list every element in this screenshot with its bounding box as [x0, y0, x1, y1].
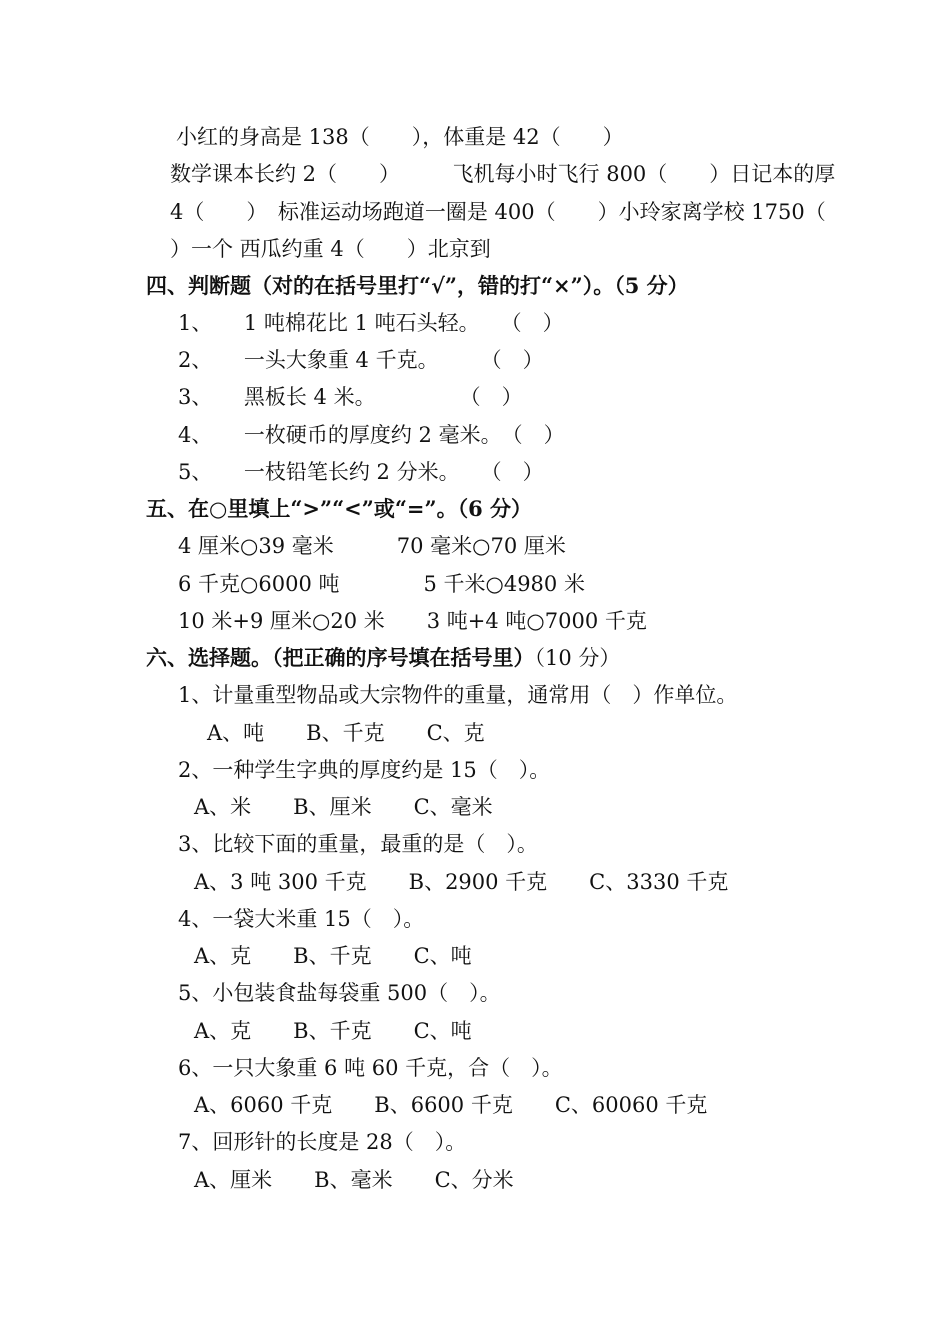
- unit-fill-line-3: 4（ ） 标准运动场跑道一圈是 400（ ）小玲家离学校 1750（: [170, 200, 826, 224]
- choice-question-6: 6、一只大象重 6 吨 60 千克，合（ ）。: [178, 1056, 563, 1080]
- choice-options-7: A、厘米 B、毫米 C、分米: [194, 1168, 514, 1192]
- unit-fill-line-4: ）一个 西瓜约重 4（ ）北京到: [170, 237, 491, 261]
- judge-item-4: 4、 一枚硬币的厚度约 2 毫米。 （ ）: [178, 423, 565, 447]
- choice-question-5: 5、小包装食盐每袋重 500（ ）。: [178, 981, 501, 1005]
- choice-options-5: A、克 B、千克 C、吨: [194, 1019, 472, 1043]
- judge-item-5: 5、 一枝铅笔长约 2 分米。 （ ）: [178, 460, 544, 484]
- section-5-title: 五、在○里填上“>”“<”或“=”。（6 分）: [146, 496, 533, 521]
- choice-options-1: A、吨 B、千克 C、克: [186, 721, 485, 745]
- unit-fill-line-2: 数学课本长约 2（ ） 飞机每小时飞行 800（ ）日记本的厚: [170, 162, 836, 186]
- choice-options-6: A、6060 千克 B、6600 千克 C、60060 千克: [194, 1093, 708, 1117]
- choice-question-4: 4、一袋大米重 15（ ）。: [178, 907, 425, 931]
- choice-question-7: 7、回形针的长度是 28（ ）。: [178, 1130, 467, 1154]
- compare-row-3: 10 米+9 厘米○20 米 3 吨+4 吨○7000 千克: [178, 609, 647, 633]
- section-4-title: 四、判断题（对的在括号里打“√”，错的打“×”）。（5 分）: [146, 273, 689, 298]
- judge-item-3: 3、 黑板长 4 米。 （ ）: [178, 385, 523, 409]
- choice-question-3: 3、比较下面的重量，最重的是（ ）。: [178, 832, 538, 856]
- judge-item-1: 1、 1 吨棉花比 1 吨石头轻。 （ ）: [178, 311, 564, 335]
- compare-row-1: 4 厘米○39 毫米 70 毫米○70 厘米: [178, 534, 566, 558]
- choice-options-3: A、3 吨 300 千克 B、2900 千克 C、3330 千克: [194, 870, 729, 894]
- choice-options-2: A、米 B、厘米 C、毫米: [194, 795, 493, 819]
- choice-question-1: 1、计量重型物品或大宗物件的重量，通常用（ ）作单位。: [178, 683, 738, 707]
- judge-item-2: 2、 一头大象重 4 千克。 （ ）: [178, 348, 544, 372]
- compare-row-2: 6 千克○6000 吨 5 千米○4980 米: [178, 572, 585, 596]
- unit-fill-line-1: 小红的身高是 138（ ），体重是 42（ ）: [176, 125, 624, 149]
- choice-question-2: 2、一种学生字典的厚度约是 15（ ）。: [178, 758, 551, 782]
- section-6-score: （10 分）: [534, 646, 621, 670]
- section-6-title: [146, 644, 620, 672]
- choice-options-4: A、克 B、千克 C、吨: [194, 944, 472, 968]
- section-6-title-text: 六、选择题。（把正确的序号填在括号里）: [146, 645, 535, 670]
